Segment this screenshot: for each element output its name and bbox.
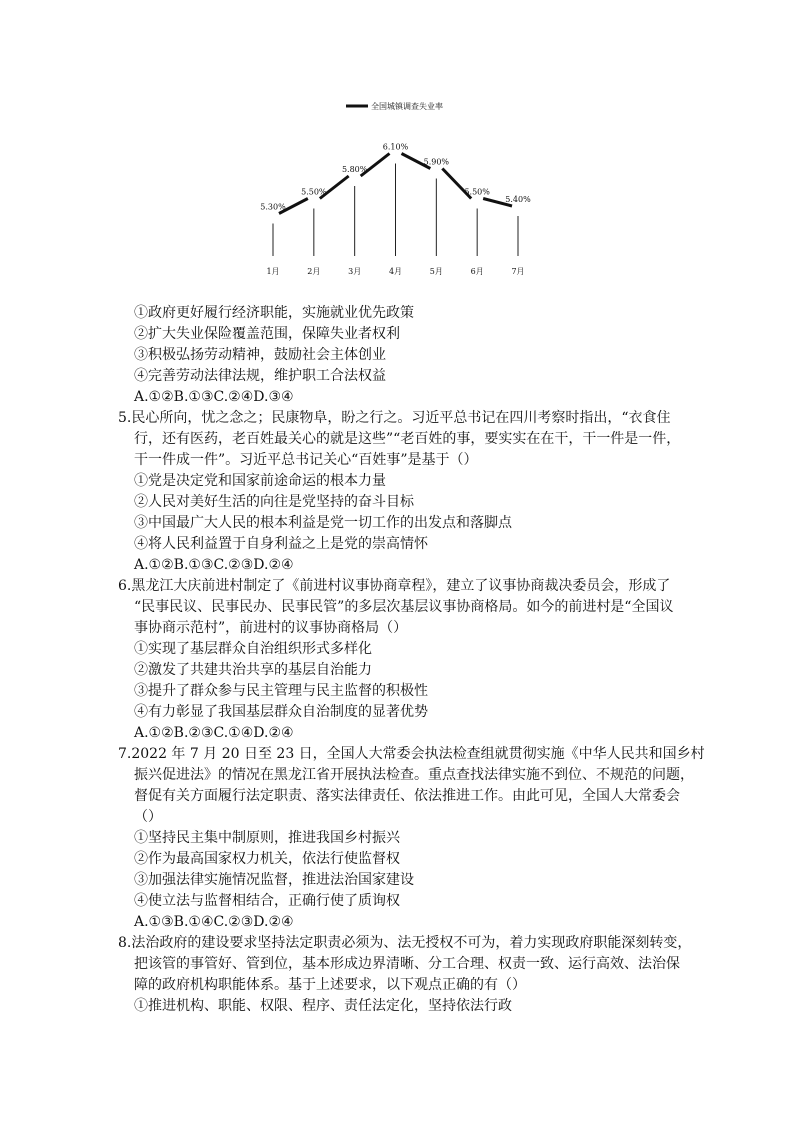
x-tick-label-6: 6月 (470, 267, 484, 276)
q5-stem-line-2: 行，还有医药，老百姓最关心的就是这些”“老百姓的事，要实实在在干，干一件是一件， (134, 431, 681, 447)
q8-stem-line-2: 把该管的事管好、管到位，基本形成边界清晰、分工合理、权责一致、运行高效、法治保 (134, 956, 680, 972)
q6-option-2: ②激发了共建共治共享的基层自治能力 (134, 662, 372, 678)
q7-option-1: ①坚持民主集中制原则，推进我国乡村振兴 (134, 830, 400, 846)
q7-stem-line-3: 督促有关方面履行法定职责、落实法律责任、依法推进工作。由此可见，全国人大常委会 (134, 788, 680, 804)
q8-option-1: ①推进机构、职能、权限、程序、责任法定化，坚持依法行政 (134, 998, 512, 1014)
q5-option-2: ②人民对美好生活的向往是党坚持的奋斗目标 (134, 494, 414, 510)
q4-answers: A.①②B.①③C.②④D.③④ (134, 389, 294, 405)
data-label-7: 5.40% (505, 195, 531, 204)
unemployment-line-chart (230, 88, 570, 288)
q5-option-4: ④将人民利益置于自身利益之上是党的崇高情怀 (134, 536, 428, 552)
q6-option-3: ③提升了群众参与民主管理与民主监督的积极性 (134, 683, 428, 699)
question-content (118, 303, 705, 1017)
q5-option-3: ③中国最广大人民的根本利益是党一切工作的出发点和落脚点 (134, 515, 512, 531)
x-tick-label-4: 4月 (388, 267, 403, 276)
q7-option-4: ④使立法与监督相结合，正确行使了质询权 (134, 893, 400, 909)
q5-answers: A.①②B.①③C.②③D.②④ (134, 557, 294, 573)
q7-stem-line-2: 振兴促进法》的情况在黑龙江省开展执法检查。重点查找法律实施不到位、不规范的问题， (134, 767, 694, 783)
x-tick-label-5: 5月 (429, 267, 443, 276)
q7-option-3: ③加强法律实施情况监督，推进法治国家建设 (134, 872, 414, 888)
legend-label: 全国城镇调查失业率 (371, 102, 443, 111)
q5-option-1: ①党是决定党和国家前途命运的根本力量 (134, 473, 386, 489)
x-tick-label-1: 1月 (266, 267, 280, 276)
data-label-4: 6.10% (382, 142, 409, 152)
x-tick-label-2: 2月 (307, 267, 321, 276)
q4-option-1: ①政府更好履行经济职能，实施就业优先政策 (134, 305, 414, 321)
data-label-3: 5.80% (341, 165, 368, 174)
q6-stem-line-2: “民事民议、民事民办、民事民管”的多层次基层议事协商格局。如今的前进村是“全国议 (134, 599, 674, 615)
q5-stem-line-3: 干一件成一件”。习近平总书记关心“百姓事”是基于（） (134, 452, 478, 468)
q4-option-2: ②扩大失业保险覆盖范围，保障失业者权利 (134, 326, 400, 342)
data-label-6: 5.50% (464, 187, 490, 197)
chart-svg (230, 88, 570, 288)
q7-option-2: ②作为最高国家权力机关，依法行使监督权 (134, 851, 400, 867)
q6-option-4: ④有力彰显了我国基层群众自治制度的显著优势 (134, 704, 428, 720)
x-tick-label-7: 7月 (511, 267, 525, 276)
data-label-1: 5.30% (260, 202, 286, 212)
q8-stem-line-1: 8.法治政府的建设要求坚持法定职责必须为、法无授权不可为，着力实现政府职能深刻转变， (118, 935, 692, 951)
q5-stem-line-1: 5.民心所向，忧之念之；民康物阜，盼之行之。习近平总书记在四川考察时指出，“衣食住 (118, 410, 671, 426)
data-label-2: 5.50% (301, 187, 327, 197)
q6-stem-line-3: 事协商示范村”，前进村的议事协商格局（） (134, 620, 408, 636)
q7-answers: A.①③B.①④C.②③D.②④ (134, 914, 294, 930)
q6-stem-line-1: 6.黑龙江大庆前进村制定了《前进村议事协商章程》，建立了议事协商裁决委员会，形成了 (118, 578, 671, 594)
q4-option-3: ③积极弘扬劳动精神，鼓励社会主体创业 (134, 347, 386, 363)
q4-option-4: ④完善劳动法律法规，维护职工合法权益 (134, 368, 386, 384)
q6-answers: A.①②B.②③C.①④D.②④ (134, 725, 294, 741)
x-tick-label-3: 3月 (348, 267, 362, 276)
q7-stem-line-4: （） (134, 809, 162, 825)
q8-stem-line-3: 障的政府机构职能体系。基于上述要求，以下观点正确的有（） (134, 977, 526, 993)
data-label-5: 5.90% (423, 157, 450, 167)
q6-option-1: ①实现了基层群众自治组织形式多样化 (134, 641, 372, 657)
q7-stem-line-1: 7.2022 年 7 月 20 日至 23 日，全国人大常委会执法检查组就贯彻实施《中华人民共和国乡村 (118, 746, 705, 762)
